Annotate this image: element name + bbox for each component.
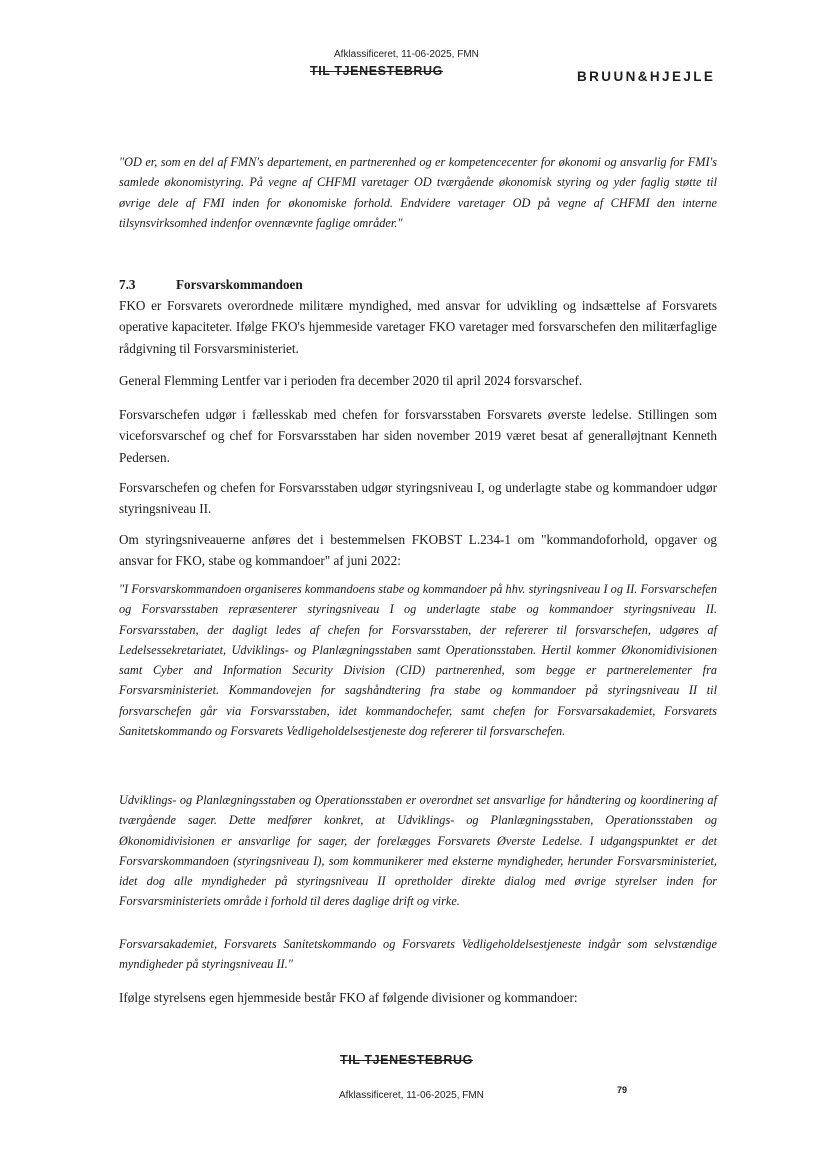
declassified-stamp-bottom: Afklassificeret, 11-06-2025, FMN [339,1090,484,1101]
page-number: 79 [617,1085,628,1095]
paragraph-fko-intro: FKO er Forsvarets overordnede militære myndighed, med ansvar for udvikling og indsættelse af Forsvarets operative kapaciteter. Ifølge FKO's hjemmeside varetager FKO varetager med forsvarschefen den militærfaglige rådgivning til Forsvarsministeriet. [119,298,717,356]
paragraph-styringsniveau: Forsvarschefen og chefen for Forsvarsstaben udgør styringsniveau I, og underlagte stabe og kommandoer udgør styringsniveau II. [119,480,717,517]
paragraph-fkobst: Om styringsniveauerne anføres det i bestemmelsen FKOBST L.234-1 om "kommandoforhold, opgaver og ansvar for FKO, stabe og kommandoer" af juni 2022: [119,532,717,569]
section-number: 7.3 [119,277,136,292]
quote-fkobst-3: Forsvarsakademiet, Forsvarets Sanitetskommando og Forsvarets Vedligeholdelsestjeneste indgår som selvstændige myndigheder på styringsniveau II." [119,937,717,972]
firm-logo: BRUUN&HJEJLE [577,69,716,84]
quote-fkobst-2: Udviklings- og Planlægningsstaben og Operationsstaben er overordnet set ansvarlige for håndtering og koordinering af tværgående sager. Dette medfører konkret, at Udviklings- og Planlægningsstaben, Operationsstaben og Økonomidivisionen er ansvarlige for sager, der forelægges Forsvarets Øverste Ledelse. I udgangspunktet er det Forsvarskommandoen (styringsniveau I), som kommunikerer med eksterne myndigheder, herunder Forsvarsministeriet, idet dog alle myndigheder på styringsniveau II opretholder direkte dialog med øvrige styrelser inden for Forsvarsministeriets område i forhold til deres daglige drift og virke. [119,793,717,909]
paragraph-lentfer: General Flemming Lentfer var i perioden fra december 2020 til april 2024 forsvarschef. [119,373,583,388]
quote-od: "OD er, som en del af FMN's departement, en partnerenhed og er kompetencecenter for økonomi og ansvarlig for FMI's samlede økonomistyring. På vegne af CHFMI varetager OD tværgående økonomisk styring og yder faglig støtte til øvrige dele af FMI inden for økonomiske forhold. Endvidere varetager OD på vegne af CHFMI den interne tilsynsvirksomhed indenfor ovennævnte faglige områder." [119,155,717,230]
quote-fkobst-1: "I Forsvarskommandoen organiseres kommandoens stabe og kommandoer på hhv. styringsniveau I og II. Forsvarschefen og Forsvarsstaben repræsenterer styringsniveau I og underlagte stabe og kommandoer styringsniveau II. Forsvarsstaben, der dagligt ledes af chefen for Forsvarsstaben, der refererer til forsvarschefen, udgøres af Ledelsessekretariatet, Udviklings- og Planlægningsstaben samt Operationsstaben. Hertil kommer Økonomidivisionen samt Cyber and Information Security Division (CID) partnerenhed, som begge er partnerelementer fra Forsvarsministeriet. Kommandovejen for sagshåndtering fra stabe og kommandoer på styringsniveau II til forsvarschefen går via Forsvarsstaben, idet kommandochefer, samt chefen for Forsvarsakademiet, Forsvarets Sanitetskommando og Forsvarets Vedligeholdelsestjeneste dog refererer til forsvarschefen. [119,582,717,739]
declassified-stamp-top: Afklassificeret, 11-06-2025, FMN [334,49,479,60]
paragraph-leadership: Forsvarschefen udgør i fællesskab med chefen for forsvarsstaben Forsvarets øverste ledelse. Stillingen som viceforsvarschef og chef for Forsvarsstaben har siden november 2019 været besat af generalløjtnant Kenneth Pedersen. [119,407,717,465]
classification-footer: TIL TJENESTEBRUG [340,1053,473,1067]
classification-header: TIL TJENESTEBRUG [310,64,443,78]
section-title: Forsvarskommandoen [176,277,303,292]
paragraph-divisions: Ifølge styrelsens egen hjemmeside består FKO af følgende divisioner og kommandoer: [119,990,578,1005]
